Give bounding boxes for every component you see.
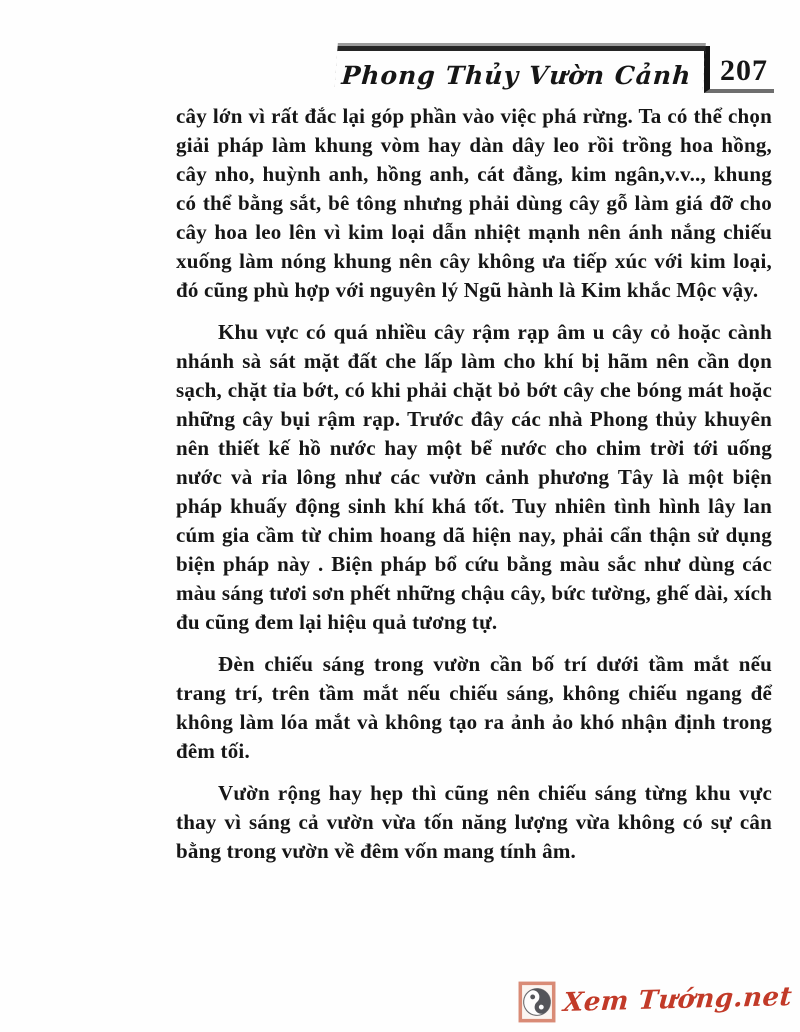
paragraph: cây lớn vì rất đắc lại góp phần vào việc phá rừng. Ta có thể chọn giải pháp làm khung vòm hay dàn dây leo rồi trồng hoa hồng, cây nho, huỳnh anh, hồng anh, cát đằng, kim ngân,v.v.., khung có thể bằng sắt, bê tông nhưng phải dùng cây gỗ làm giá đỡ cho cây hoa leo lên vì kim loại dẫn nhiệt mạnh nên ánh nắng chiếu xuống làm nóng khung nên cây không ưa tiếp xúc với kim loại, đó cũng phù hợp với nguyên lý Ngũ hành là Kim khắc Mộc vậy. xyxy=(176,104,772,302)
page-number: 207 xyxy=(704,46,774,93)
watermark xyxy=(518,980,792,1024)
page-header xyxy=(336,46,774,93)
paragraph: Vườn rộng hay hẹp thì cũng nên chiếu sáng từng khu vực thay vì sáng cả vườn vừa tốn năng lượng vừa không có sự cân bằng trong vườn về đêm vốn mang tính âm. xyxy=(176,781,772,863)
body-text xyxy=(176,102,772,866)
yin-yang-icon xyxy=(518,980,556,1024)
paragraph: Khu vực có quá nhiều cây rậm rạp âm u cây cỏ hoặc cành nhánh sà sát mặt đất che lấp làm cho khí bị hãm nên cần dọn sạch, chặt tỉa bớt, có khi phải chặt bỏ bớt cây che bóng mát hoặc những cây bụi rậm rạp. Trước đây các nhà Phong thủy khuyên nên thiết kế hồ nước hay một bể nước cho chim trời tới uống nước và rỉa lông như các vườn cảnh phương Tây là một biện pháp khuấy động sinh khí khá tốt. Tuy nhiên tình hình lây lan cúm gia cầm từ chim hoang dã hiện nay, phải cẩn thận sử dụng biện pháp này . Biện pháp bổ cứu bằng màu sắc như dùng các màu sáng tươi sơn phết những chậu cây, bức tường, ghế dài, xích đu cũng đem lại hiệu quả tương tự. xyxy=(176,320,772,634)
header-title: Phong Thủy Vườn Cảnh xyxy=(335,46,706,93)
watermark-text: Xem Tướng.net xyxy=(562,981,794,1019)
paragraph: Đèn chiếu sáng trong vườn cần bố trí dưới tầm mắt nếu trang trí, trên tầm mắt nếu chiếu sáng, không chiếu ngang để không làm lóa mắt và không tạo ra ảnh ảo khó nhận định trong đêm tối. xyxy=(176,652,772,763)
